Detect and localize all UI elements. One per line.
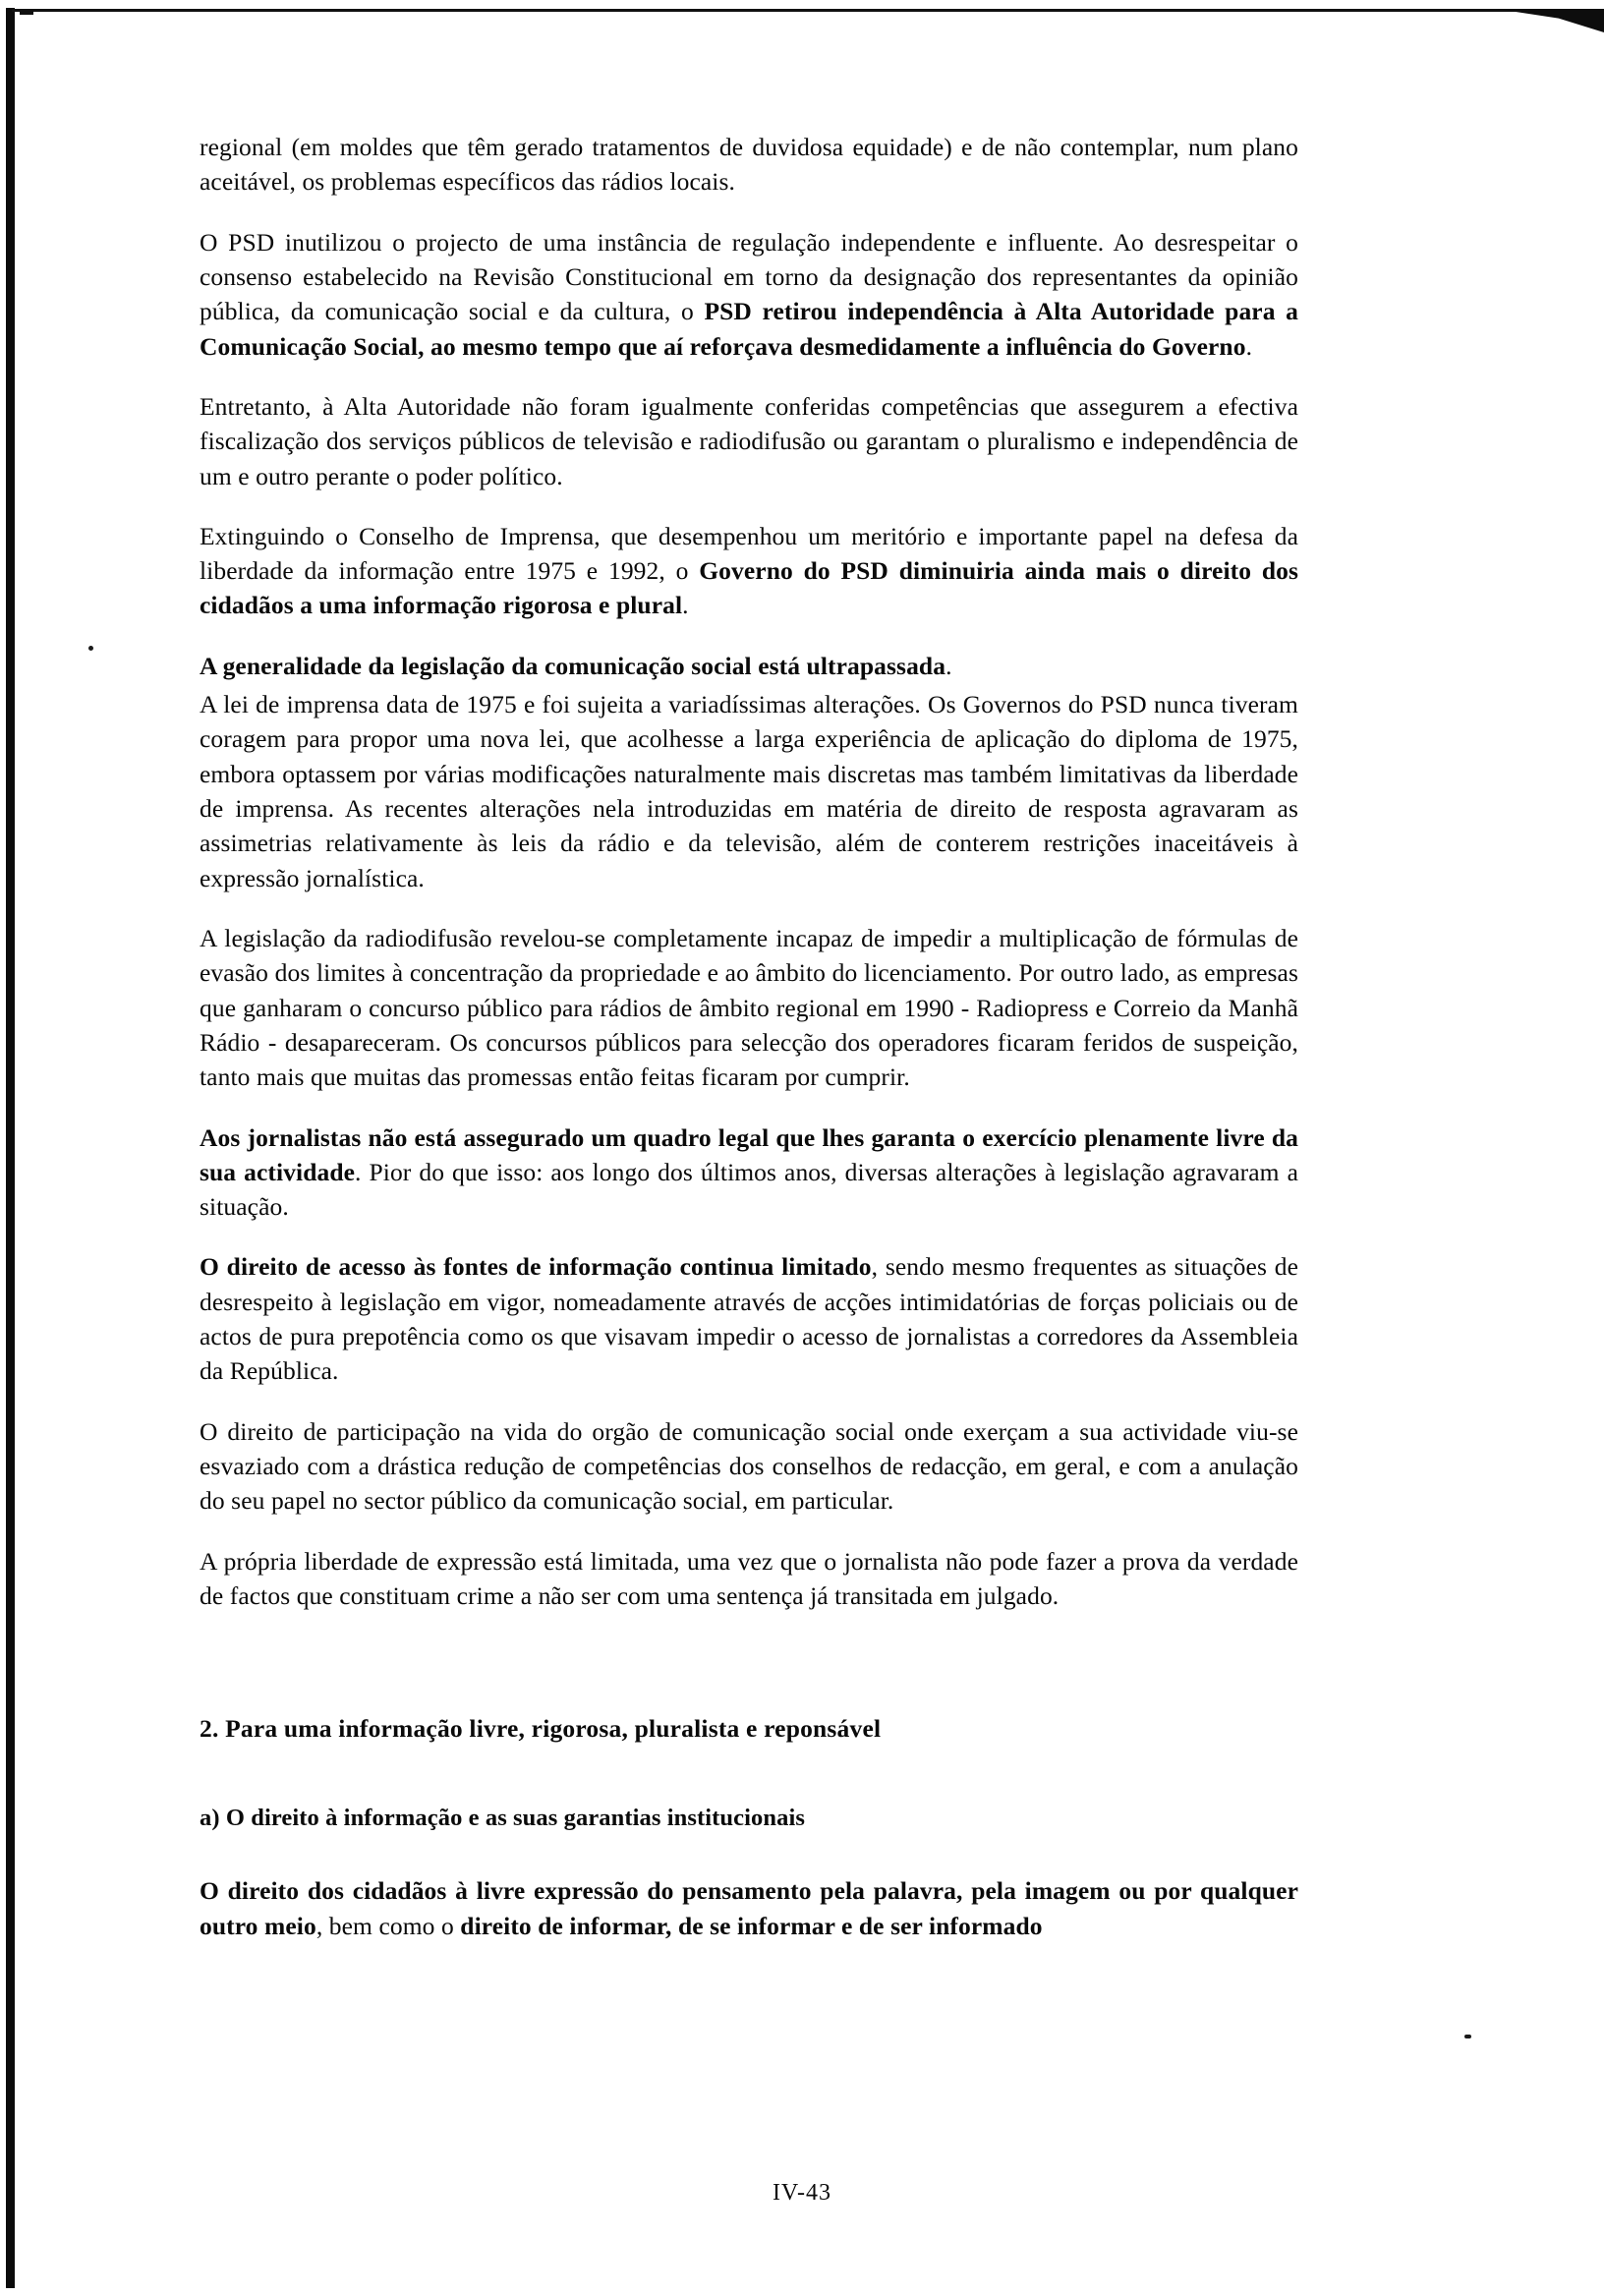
text-run: . <box>1245 331 1253 361</box>
vertical-spacer <box>200 1834 1298 1873</box>
text-run: O PSD inutilizou o projecto de uma instância de regulação independente e influente. Ao desrespeitar o consenso estabelecido na Revisão Constitucional em torno da designação dos representantes da opinião pública, da comunicação social e da cultura, o <box>200 227 1298 326</box>
text-run: A legislação da radiodifusão revelou-se completamente incapaz de impedir a multiplicação de fórmulas de evasão dos limites à concentração da propriedade e ao âmbito do licenciamento. Por outro lado, as empresas que ganharam o concurso público para rádios de âmbito regional em 1990 - Radiopress e Correio da Manhã Rádio - desapareceram. Os concursos públicos para selecção dos operadores ficaram feridos de suspeição, tanto mais que muitas das promessas então feitas ficaram por cumprir. <box>200 923 1298 1092</box>
text-run: . <box>945 651 952 680</box>
vertical-spacer <box>200 1747 1298 1802</box>
text-run: Extinguindo o Conselho de Imprensa, que desempenhou um meritório e importante papel na defesa da liberdade da informação entre 1975 e 1992, o <box>200 521 1298 586</box>
text-run: , bem como o <box>315 1911 461 1940</box>
text-run: . <box>682 591 689 620</box>
text-run-bold: A generalidade da legislação da comunicação social está ultrapassada <box>200 651 946 680</box>
scan-speck-artifact <box>88 646 93 651</box>
paragraph <box>200 389 1298 493</box>
scan-corner-wedge-artifact <box>1496 9 1604 32</box>
text-run: regional (em moldes que têm gerado tratamentos de duvidosa equidade) e de não contemplar, num plano aceitável, os problemas específicos das rádios locais. <box>200 133 1298 197</box>
page-footer <box>0 2180 1604 2207</box>
text-run-bold: Aos jornalistas não está assegurado um quadro legal que lhes garanta o exercício plenamente livre da sua actividade <box>200 1122 1298 1186</box>
vertical-spacer <box>200 1638 1298 1711</box>
sub-heading: a) O direito à informação e as suas garantias institucionais <box>200 1804 806 1831</box>
scan-tick-mark-icon <box>20 11 33 15</box>
paragraph <box>200 130 1298 200</box>
text-run-bold: O direito dos cidadãos à livre expressão do pensamento pela palavra, pela imagem ou por qualquer outro meio <box>200 1876 1298 1940</box>
paragraph <box>200 1544 1298 1614</box>
page-number: IV-43 <box>772 2180 832 2206</box>
paragraph <box>200 1120 1298 1225</box>
paragraph-closing <box>200 1873 1298 1943</box>
paragraph <box>200 1414 1298 1519</box>
paragraph <box>200 519 1298 623</box>
text-run-bold: PSD retirou independência à Alta Autoridade para a Comunicação Social, ao mesmo tempo que aí reforçava desmedidamente a influência do Governo <box>200 297 1299 361</box>
text-run: O direito de participação na vida do orgão de comunicação social onde exerçam a sua actividade viu-se esvaziado com a drástica redução de competências dos conselhos de redacção, em geral, e com a anulação do seu papel no sector público da comunicação social, em particular. <box>200 1416 1298 1516</box>
scan-edge-left-artifact <box>6 8 15 2288</box>
text-run: Entretanto, à Alta Autoridade não foram igualmente conferidas competências que assegurem a efectiva fiscalização dos serviços públicos de televisão e radiodifusão ou garantam o pluralismo e independência de um e outro perante o poder político. <box>200 391 1298 490</box>
text-run: , sendo mesmo frequentes as situações de desrespeito à legislação em vigor, nomeadamente através de acções intimidatórias de forças policiais ou de actos de pura prepotência como os que visavam impedir o acesso de jornalistas a corredores da Assembleia da República. <box>200 1252 1298 1386</box>
text-run-bold: direito de informar, de se informar e de ser informado <box>460 1911 1043 1940</box>
paragraph <box>200 1249 1298 1388</box>
scan-speck-artifact <box>1464 2035 1471 2038</box>
scan-edge-top-artifact <box>12 9 1584 12</box>
text-run: . Pior do que isso: aos longo dos últimos anos, diversas alterações à legislação agravaram a situação. <box>200 1157 1298 1222</box>
text-run: A lei de imprensa data de 1975 e foi sujeita a variadíssimas alterações. Os Governos do PSD nunca tiveram coragem para propor uma nova lei, que acolhesse a larga experiência de aplicação do diploma de 1975, embora optassem por várias modificações naturalmente mais discretas mas também limitativas da liberdade de imprensa. As recentes alterações nela introduzidas em matéria de direito de resposta agravaram as assimetrias relativamente às leis da rádio e da televisão, além de conterem restrições inaceitáveis à expressão jornalística. <box>200 690 1298 892</box>
text-run: A própria liberdade de expressão está limitada, uma vez que o jornalista não pode fazer a prova da verdade de factos que constituam crime a não ser com uma sentença já transitada em julgado. <box>200 1546 1298 1610</box>
paragraph <box>200 225 1298 364</box>
paragraph-lead-bold <box>200 649 1298 683</box>
section-heading: 2. Para uma informação livre, rigorosa, pluralista e reponsável <box>200 1714 882 1744</box>
text-run-bold: Governo do PSD diminuiria ainda mais o direito dos cidadãos a uma informação rigorosa e plural <box>200 556 1299 620</box>
paragraph <box>200 687 1298 895</box>
paragraph <box>200 921 1298 1095</box>
text-run-bold: O direito de acesso às fontes de informação continua limitado <box>200 1252 872 1282</box>
document-body <box>200 130 1298 1969</box>
